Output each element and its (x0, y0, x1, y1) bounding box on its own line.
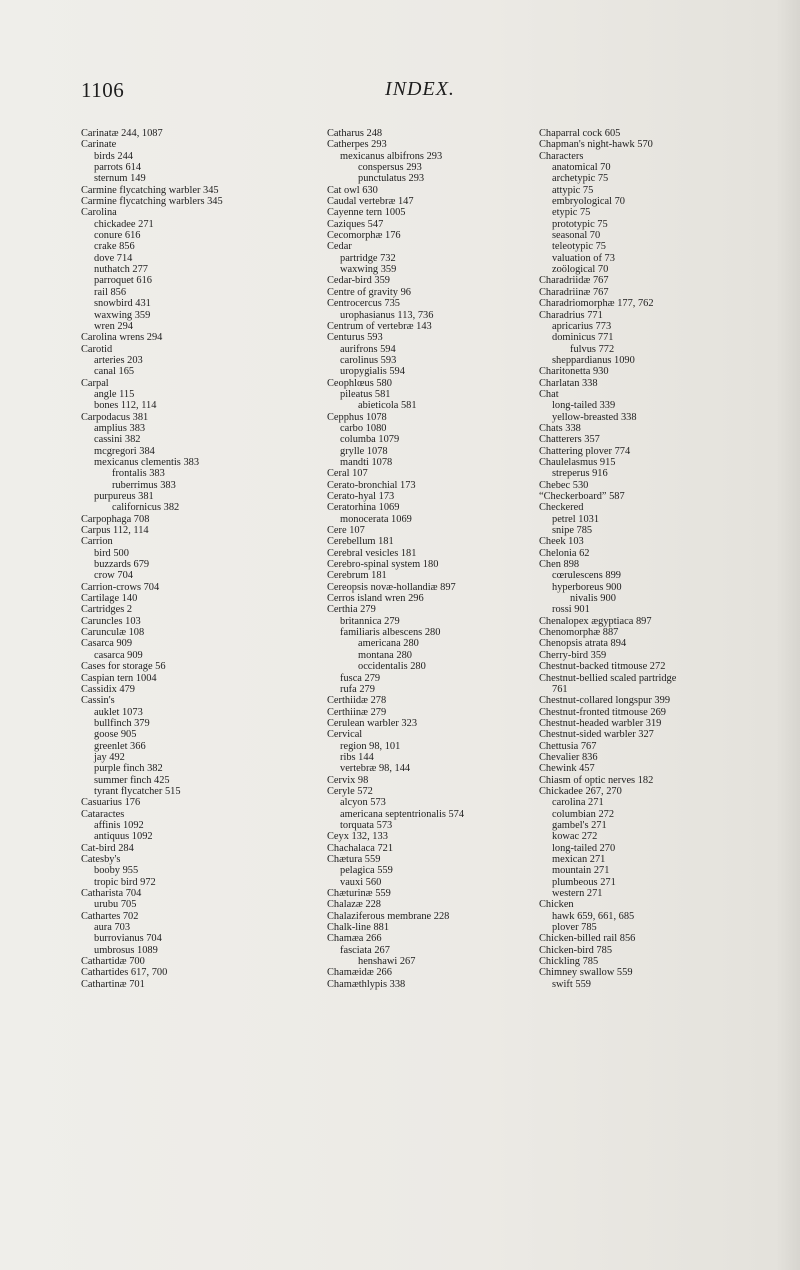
index-entry: Charadriinæ 767 (539, 286, 609, 298)
index-entry: Chimney swallow 559 (539, 967, 633, 979)
index-subentry: canal 165 (94, 366, 135, 378)
index-subentry: tropic bird 972 (94, 876, 156, 888)
index-entry: Charadriidæ 767 (539, 275, 609, 287)
index-subentry: montana 280 (358, 649, 412, 661)
index-entry: Cerebral vesicles 181 (327, 547, 417, 559)
index-entry: Chelonia 62 (539, 547, 590, 559)
index-subentry: uropygialis 594 (340, 366, 405, 378)
index-subentry: buzzards 679 (94, 559, 150, 571)
index-subentry: wren 294 (94, 320, 133, 332)
index-subentry: conure 616 (94, 230, 141, 242)
index-subentry: bird 500 (94, 547, 129, 559)
index-subentry: long-tailed 339 (552, 400, 616, 412)
index-subentry: rufa 279 (340, 683, 375, 695)
index-entry: Cerros island wren 296 (327, 593, 424, 605)
index-entry: Chats 338 (539, 422, 581, 434)
index-subentry: partridge 732 (340, 252, 396, 264)
index-subentry: jay 492 (94, 751, 125, 763)
index-subentry: carolina 271 (552, 797, 604, 809)
page-header (0, 78, 800, 108)
index-subentry: birds 244 (94, 150, 133, 162)
index-entry: Cerebellum 181 (327, 536, 394, 548)
index-subentry: torquata 573 (340, 819, 393, 831)
index-subentry: ruberrimus 383 (112, 479, 176, 491)
index-entry: Cartilage 140 (81, 593, 138, 605)
index-subentry: crow 704 (94, 570, 133, 582)
index-subentry: embryological 70 (552, 196, 626, 208)
index-subentry: americana septentrionalis 574 (340, 808, 465, 820)
index-subentry: pileatus 581 (340, 388, 391, 400)
index-entry: Cat owl 630 (327, 184, 378, 196)
index-entry: Charitonetta 930 (539, 366, 609, 378)
index-subentry: bones 112, 114 (94, 400, 157, 412)
index-entry: Carpal (81, 377, 109, 389)
index-entry: Chicken-bird 785 (539, 944, 613, 956)
index-entry: Cherry-bird 359 (539, 649, 607, 661)
index-subentry: henshawi 267 (358, 956, 416, 968)
index-entry: Chæturinæ 559 (327, 888, 391, 900)
index-column-2 (327, 128, 567, 990)
index-subentry: auklet 1073 (94, 706, 143, 718)
index-entry: Carpus 112, 114 (81, 525, 149, 537)
index-subentry: nuthatch 277 (94, 264, 148, 276)
index-entry: Chenalopex ægyptiaca 897 (539, 615, 652, 627)
index-entry: Cathartidæ 700 (81, 956, 145, 968)
index-entry: Ceyx 132, 133 (327, 831, 388, 843)
index-subentry: sheppardianus 1090 (552, 354, 635, 366)
index-entry: Chapman's night-hawk 570 (539, 139, 653, 151)
index-subentry: teleotypic 75 (552, 241, 606, 253)
index-entry: Ceral 107 (327, 468, 368, 480)
index-entry: Carotid (81, 343, 113, 355)
index-subentry: vauxi 560 (340, 876, 382, 888)
index-entry: Cassin's (81, 695, 115, 707)
index-subentry: urophasianus 113, 736 (340, 309, 434, 321)
index-entry: Cartridges 2 (81, 604, 133, 616)
index-subentry: streperus 916 (552, 468, 608, 480)
index-entry: Carunculæ 108 (81, 627, 145, 639)
index-subentry: hyperboreus 900 (552, 581, 622, 593)
index-subentry: tyrant flycatcher 515 (94, 785, 181, 797)
index-subentry: carbo 1080 (340, 422, 387, 434)
index-subentry: seasonal 70 (552, 230, 601, 242)
index-entry: Cereopsis novæ-hollandiæ 897 (327, 581, 456, 593)
index-subentry: cassini 382 (94, 434, 141, 446)
index-subentry: long-tailed 270 (552, 842, 616, 854)
index-entry: Cassidix 479 (81, 683, 135, 695)
index-entry: Chestnut-fronted titmouse 269 (539, 706, 666, 718)
index-entry: Chestnut-headed warbler 319 (539, 717, 662, 729)
index-subentry: waxwing 359 (340, 264, 397, 276)
index-entry: Cerato-hyal 173 (327, 491, 395, 502)
index-entry: Cerulean warbler 323 (327, 717, 418, 729)
index-entry: Cepphus 1078 (327, 411, 387, 423)
index-entry: Catharus 248 (327, 128, 383, 139)
index-entry: Cerebrum 181 (327, 570, 387, 582)
index-subentry: mountain 271 (552, 865, 610, 877)
index-entry: Carinatæ 244, 1087 (81, 128, 163, 139)
index-entry: Chamæthlypis 338 (327, 978, 406, 990)
index-subentry: frontalis 383 (112, 468, 165, 480)
index-subentry: mexicanus albifrons 293 (340, 150, 443, 162)
index-subentry: urubu 705 (94, 899, 137, 911)
index-entry: Chamæidæ 266 (327, 967, 392, 979)
index-subentry: valuation of 73 (552, 252, 615, 264)
index-subentry: aura 703 (94, 922, 131, 934)
index-entry: Chettusia 767 (539, 740, 597, 752)
index-entry: Chamæa 266 (327, 933, 382, 945)
index-entry: Chestnut-sided warbler 327 (539, 729, 654, 741)
page-number: 1106 (81, 78, 125, 102)
index-entry: Centrum of vertebræ 143 (327, 320, 432, 332)
index-entry: Cayenne tern 1005 (327, 207, 406, 219)
index-subentry: dominicus 771 (552, 332, 614, 344)
index-column-1 (81, 128, 336, 990)
index-subentry: sternum 149 (94, 173, 146, 185)
index-subentry: yellow-breasted 338 (552, 411, 637, 423)
index-entry: Cedar-bird 359 (327, 275, 390, 287)
index-subentry: fulvus 772 (570, 343, 615, 355)
index-subentry: swift 559 (552, 978, 591, 990)
index-subentry: grylle 1078 (340, 445, 388, 457)
index-subentry: dove 714 (94, 252, 133, 264)
index-entry: Cheek 103 (539, 536, 584, 548)
index-subentry: mexicanus clementis 383 (94, 456, 200, 468)
index-entry: Caspian tern 1004 (81, 672, 157, 684)
index-subentry: angle 115 (94, 388, 135, 400)
index-subentry: fasciata 267 (340, 944, 390, 956)
index-subentry: chickadee 271 (94, 218, 154, 230)
index-entry: Chestnut-backed titmouse 272 (539, 661, 666, 673)
index-entry: Cathartes 702 (81, 910, 139, 922)
index-subentry: prototypic 75 (552, 218, 608, 230)
index-subentry: amplius 383 (94, 422, 146, 434)
index-entry: Chalaziferous membrane 228 (327, 910, 450, 922)
index-subentry: familiaris albescens 280 (340, 627, 441, 639)
index-entry: Checkered (539, 502, 584, 514)
index-subentry: ribs 144 (340, 751, 374, 763)
index-entry: Chætura 559 (327, 854, 381, 865)
index-subentry: summer finch 425 (94, 774, 170, 786)
index-entry: Chaulelasmus 915 (539, 456, 616, 468)
index-subentry: goose 905 (94, 729, 137, 741)
index-subentry: columba 1079 (340, 434, 400, 446)
index-entry: Chestnut-collared longspur 399 (539, 695, 671, 707)
index-entry: Cervix 98 (327, 774, 369, 786)
index-entry: Cerato-bronchial 173 (327, 479, 416, 491)
index-subentry: pelagica 559 (340, 865, 393, 877)
index-entry: Chalazæ 228 (327, 899, 381, 911)
index-entry: Cedar (327, 241, 352, 253)
index-subentry: parrots 614 (94, 162, 142, 174)
index-subentry: antiquus 1092 (94, 831, 153, 843)
index-entry: Charadriomorphæ 177, 762 (539, 298, 654, 310)
index-entry: Caruncles 103 (81, 615, 141, 627)
index-entry: Charlatan 338 (539, 377, 598, 389)
index-subentry: rail 856 (94, 286, 127, 298)
index-subentry: aurifrons 594 (340, 343, 396, 355)
index-entry: Chickadee 267, 270 (539, 785, 622, 797)
index-subentry: cœrulescens 899 (552, 570, 621, 582)
index-entry: Cataractes (81, 808, 125, 820)
index-entry: Carolina (81, 207, 117, 219)
index-subentry: petrel 1031 (552, 513, 600, 525)
index-entry: Caziques 547 (327, 218, 384, 230)
index-entry: Carinate (81, 139, 117, 151)
index-entry: Certhia 279 (327, 604, 376, 616)
index-entry: Cecomorphæ 176 (327, 230, 401, 242)
index-column-3 (539, 128, 789, 990)
index-entry: Ceophlœus 580 (327, 377, 392, 389)
index-subentry: region 98, 101 (340, 740, 401, 752)
index-subentry: rossi 901 (552, 604, 590, 616)
index-entry: Carrion (81, 536, 113, 548)
index-entry: Centurus 593 (327, 332, 383, 344)
index-entry: Carmine flycatching warblers 345 (81, 196, 223, 208)
index-subentry: mcgregori 384 (94, 445, 155, 457)
index-subentry: casarca 909 (94, 649, 143, 661)
index-subentry: fusca 279 (340, 672, 381, 684)
index-entry: Chatterers 357 (539, 434, 600, 446)
index-entry: Chattering plover 774 (539, 445, 631, 457)
index-entry: Carrion-crows 704 (81, 581, 160, 593)
index-entry: Chenopsis atrata 894 (539, 638, 627, 650)
index-entry: Chevalier 836 (539, 751, 598, 763)
index-subentry: nivalis 900 (570, 593, 616, 605)
index-subentry: californicus 382 (112, 502, 180, 514)
index-subentry: arteries 203 (94, 354, 143, 366)
running-title: INDEX. (385, 78, 455, 100)
index-subentry: mexican 271 (552, 854, 606, 865)
index-entry: Certhiinæ 279 (327, 706, 387, 718)
index-subentry: monocerata 1069 (340, 513, 412, 525)
index-subentry: bullfinch 379 (94, 717, 150, 729)
index-subentry: purple finch 382 (94, 763, 163, 775)
index-subentry: apricarius 773 (552, 320, 612, 332)
index-subentry: purpureus 381 (94, 491, 154, 502)
index-subentry: gambel's 271 (552, 819, 607, 831)
index-subentry: britannica 279 (340, 615, 400, 627)
index-entry: Casuarius 176 (81, 797, 141, 809)
index-entry: Casarca 909 (81, 638, 133, 650)
index-entry: Cathartinæ 701 (81, 978, 145, 990)
index-entry: Carolina wrens 294 (81, 332, 163, 344)
index-subentry: parroquet 616 (94, 275, 152, 287)
index-entry: Chaparral cock 605 (539, 128, 621, 139)
index-subentry: snipe 785 (552, 525, 593, 537)
index-subentry: abieticola 581 (358, 400, 417, 412)
index-subentry: zoölogical 70 (552, 264, 609, 276)
index-subentry: conspersus 293 (358, 162, 422, 174)
index-subentry: umbrosus 1089 (94, 944, 158, 956)
index-subentry: alcyon 573 (340, 797, 386, 809)
index-entry: Chestnut-bellied scaled partridge (539, 672, 677, 684)
index-entry: Chen 898 (539, 559, 580, 571)
index-entry: Cervical (327, 729, 363, 741)
index-subentry: columbian 272 (552, 808, 615, 820)
index-entry: Chat (539, 388, 559, 400)
index-subentry: greenlet 366 (94, 740, 146, 752)
index-entry: Cere 107 (327, 525, 365, 537)
index-subentry: burrovianus 704 (94, 933, 162, 945)
index-subentry: western 271 (552, 888, 603, 900)
index-entry: Cathartides 617, 700 (81, 967, 168, 979)
index-subentry: hawk 659, 661, 685 (552, 910, 635, 922)
index-entry: Chebec 530 (539, 479, 589, 491)
index-subentry: anatomical 70 (552, 162, 611, 174)
index-subentry: archetypic 75 (552, 173, 609, 185)
index-entry: Chewink 457 (539, 763, 595, 775)
index-entry: Carpodacus 381 (81, 411, 149, 423)
index-entry: “Checkerboard” 587 (539, 491, 625, 502)
index-entry: Charadrius 771 (539, 309, 603, 321)
index-entry: Carmine flycatching warbler 345 (81, 184, 219, 196)
index-entry: Catesby's (81, 854, 121, 865)
index-entry: Chicken (539, 899, 574, 911)
index-subentry: punctulatus 293 (358, 173, 425, 185)
index-entry: Cases for storage 56 (81, 661, 166, 673)
index-subentry: plumbeous 271 (552, 876, 616, 888)
index-entry: Catharista 704 (81, 888, 142, 900)
index-subentry: vertebræ 98, 144 (340, 763, 411, 775)
index-entry: Ceryle 572 (327, 785, 373, 797)
index-subentry: crake 856 (94, 241, 135, 253)
index-subentry: plover 785 (552, 922, 597, 934)
index-subentry: snowbird 431 (94, 298, 151, 310)
index-subentry: occidentalis 280 (358, 661, 426, 673)
index-subentry: americana 280 (358, 638, 419, 650)
index-subentry: attypic 75 (552, 184, 594, 196)
index-subentry: mandti 1078 (340, 456, 393, 468)
index-subentry: kowac 272 (552, 831, 598, 843)
index-subentry: affinis 1092 (94, 819, 144, 831)
index-entry: Chickling 785 (539, 956, 599, 968)
index-entry: Cat-bird 284 (81, 842, 134, 854)
index-entry: Characters (539, 150, 584, 162)
index-subentry: waxwing 359 (94, 309, 151, 321)
index-entry: Certhiidæ 278 (327, 695, 387, 707)
index-entry: Carpophaga 708 (81, 513, 150, 525)
index-entry: Chicken-billed rail 856 (539, 933, 636, 945)
index-entry: Centrocercus 735 (327, 298, 400, 310)
index-entry: Centre of gravity 96 (327, 286, 411, 298)
index-entry: Cerebro-spinal system 180 (327, 559, 439, 571)
index-subentry: carolinus 593 (340, 354, 397, 366)
index-subentry: booby 955 (94, 865, 139, 877)
index-entry: Chenomorphæ 887 (539, 627, 619, 639)
index-entry: Chalk-line 881 (327, 922, 390, 934)
index-subentry: etypic 75 (552, 207, 591, 219)
index-subentry: 761 (552, 683, 568, 695)
index-entry: Chachalaca 721 (327, 842, 394, 854)
index-entry: Caudal vertebræ 147 (327, 196, 414, 208)
index-entry: Ceratorhina 1069 (327, 502, 400, 514)
index-entry: Chiasm of optic nerves 182 (539, 774, 654, 786)
index-entry: Catherpes 293 (327, 139, 387, 151)
